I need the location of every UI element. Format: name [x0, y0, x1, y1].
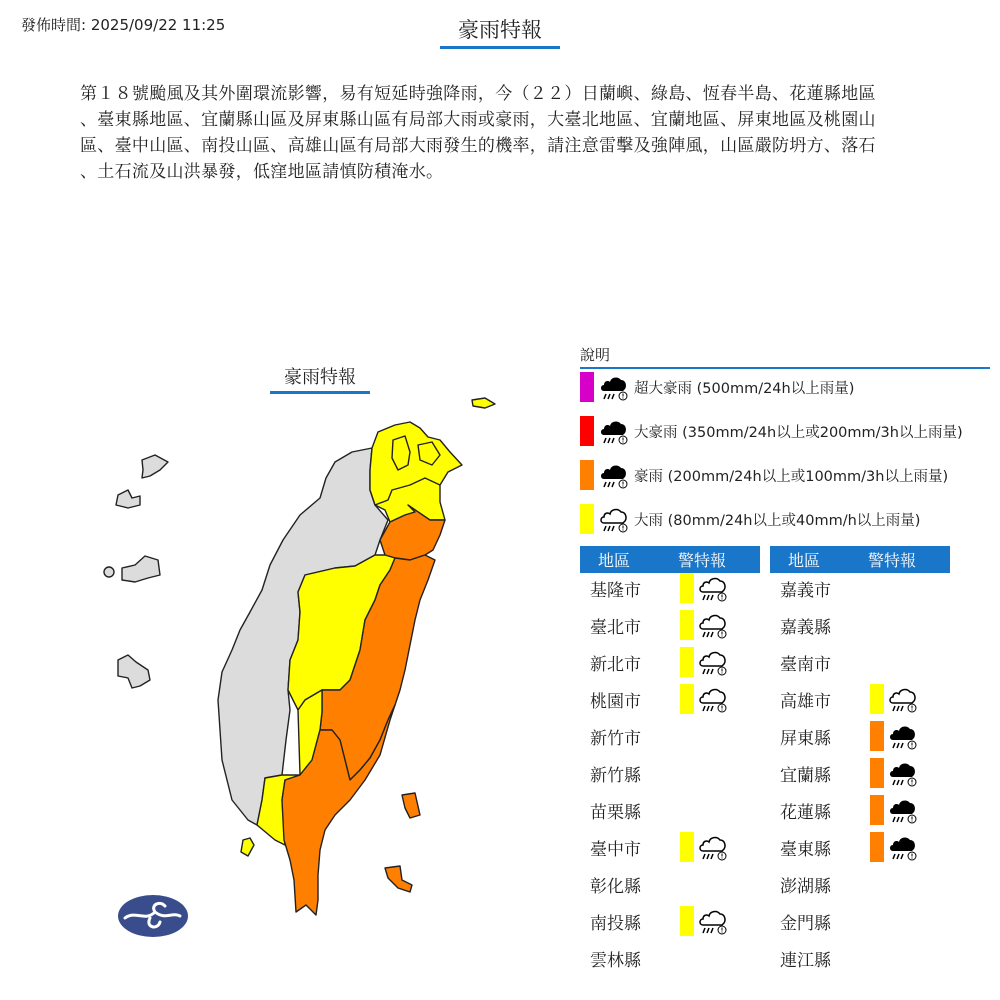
table-header-left — [580, 546, 760, 573]
map-title: 豪雨特報 — [270, 366, 370, 394]
region-name: 彰化縣 — [590, 876, 641, 897]
publish-time: 發佈時間: 2025/09/22 11:25 — [21, 16, 226, 34]
region-row[interactable] — [580, 906, 760, 936]
color-swatch — [580, 460, 594, 490]
region-row[interactable] — [770, 869, 950, 899]
region-name: 臺東縣 — [780, 839, 831, 860]
heavy-rain-icon — [696, 647, 730, 677]
cwa-logo-icon — [118, 895, 188, 937]
region-name: 臺北市 — [590, 617, 641, 638]
region-row[interactable] — [580, 684, 760, 714]
page-title: 豪雨特報 — [440, 16, 560, 49]
map-island-matsu2 — [116, 490, 140, 508]
description-line: 、土石流及山洪暴發，低窪地區請慎防積淹水。 — [80, 162, 444, 182]
region-name: 臺南市 — [780, 654, 831, 675]
region-row[interactable] — [580, 758, 760, 788]
region-name: 高雄市 — [780, 691, 831, 712]
region-name: 苗栗縣 — [590, 802, 641, 823]
heavy-rain-icon — [696, 906, 730, 936]
region-row[interactable] — [580, 832, 760, 862]
region-row[interactable] — [770, 610, 950, 640]
legend-label: 超大豪雨 (500mm/24h以上雨量) — [634, 380, 855, 397]
warning-color-swatch — [870, 721, 884, 751]
region-row[interactable] — [580, 573, 760, 603]
torrential-rain-icon — [598, 460, 630, 490]
region-row[interactable] — [770, 906, 950, 936]
warning-color-swatch — [680, 573, 694, 603]
heavy-rain-icon — [696, 684, 730, 714]
region-name: 南投縣 — [590, 913, 641, 934]
map-island-kinmen — [122, 556, 160, 582]
region-name: 連江縣 — [780, 950, 831, 971]
color-swatch — [580, 416, 594, 446]
map-island-penghu — [118, 655, 150, 688]
legend-title: 說明 — [580, 345, 990, 369]
region-row[interactable] — [580, 721, 760, 751]
header-region: 地區 — [788, 551, 821, 570]
region-name: 新北市 — [590, 654, 641, 675]
color-swatch — [580, 504, 594, 534]
torrential-rain-icon — [886, 721, 920, 751]
map-island-pengjia — [472, 398, 495, 408]
legend-label: 大雨 (80mm/24h以上或40mm/h以上雨量) — [634, 512, 921, 529]
map-region-north — [370, 422, 462, 522]
heavy-rain-icon — [598, 504, 630, 534]
warning-color-swatch — [680, 832, 694, 862]
region-row[interactable] — [770, 721, 950, 751]
legend-label: 豪雨 (200mm/24h以上或100mm/3h以上雨量) — [634, 468, 949, 485]
color-swatch — [580, 372, 594, 402]
heavy-rain-icon — [696, 573, 730, 603]
region-row[interactable] — [770, 832, 950, 862]
header-region: 地區 — [598, 551, 631, 570]
legend-item-extreme-torrential — [580, 372, 854, 402]
region-row[interactable] — [580, 795, 760, 825]
region-name: 新竹縣 — [590, 765, 641, 786]
description-line: 區、臺中山區、南投山區、高雄山區有局部大雨發生的機率，請注意雷擊及強陣風，山區嚴防坍方、落石 — [80, 136, 876, 156]
region-name: 花蓮縣 — [780, 802, 831, 823]
map-island-kinmen2 — [104, 567, 114, 577]
warning-color-swatch — [680, 610, 694, 640]
region-row[interactable] — [770, 795, 950, 825]
legend-item-torrential — [580, 460, 948, 490]
extremely-heavy-rain-icon — [598, 416, 630, 446]
region-name: 桃園市 — [590, 691, 641, 712]
extreme-torrential-rain-icon — [598, 372, 630, 402]
warning-color-swatch — [870, 684, 884, 714]
taiwan-warning-map — [100, 390, 520, 950]
warning-color-swatch — [870, 832, 884, 862]
warning-color-swatch — [870, 795, 884, 825]
description-line: 第１８號颱風及其外圍環流影響，易有短延時強降雨，今（２２）日蘭嶼、綠島、恆春半島、花蓮縣地區 — [80, 84, 876, 104]
description-line: 、臺東縣地區、宜蘭縣山區及屏東縣山區有局部大雨或豪雨，大臺北地區、宜蘭地區、屏東地區及桃園山 — [80, 110, 876, 130]
warning-color-swatch — [680, 647, 694, 677]
region-row[interactable] — [770, 758, 950, 788]
header-warning: 警特報 — [678, 551, 727, 570]
warning-color-swatch — [680, 906, 694, 936]
map-island-matsu — [142, 455, 168, 478]
legend-item-extremely-heavy — [580, 416, 963, 446]
region-name: 金門縣 — [780, 913, 831, 934]
heavy-rain-icon — [886, 684, 920, 714]
warning-color-swatch — [680, 684, 694, 714]
region-row[interactable] — [770, 943, 950, 973]
region-name: 新竹市 — [590, 728, 641, 749]
region-name: 嘉義縣 — [780, 617, 831, 638]
table-header-right — [770, 546, 950, 573]
region-name: 基隆市 — [590, 580, 641, 601]
warning-color-swatch — [870, 758, 884, 788]
legend-label: 大豪雨 (350mm/24h以上或200mm/3h以上雨量) — [634, 424, 963, 441]
map-island-green — [402, 793, 420, 818]
map-island-liuqiu — [241, 838, 254, 856]
region-row[interactable] — [770, 647, 950, 677]
region-row[interactable] — [770, 573, 950, 603]
header-warning: 警特報 — [868, 551, 917, 570]
region-row[interactable] — [580, 869, 760, 899]
region-row[interactable] — [770, 684, 950, 714]
heavy-rain-icon — [696, 610, 730, 640]
warning-description — [80, 81, 920, 185]
region-name: 澎湖縣 — [780, 876, 831, 897]
region-name: 嘉義市 — [780, 580, 831, 601]
region-row[interactable] — [580, 647, 760, 677]
region-name: 宜蘭縣 — [780, 765, 831, 786]
region-row[interactable] — [580, 610, 760, 640]
heavy-rain-icon — [696, 832, 730, 862]
legend-item-heavy — [580, 504, 920, 534]
region-name: 臺中市 — [590, 839, 641, 860]
torrential-rain-icon — [886, 832, 920, 862]
torrential-rain-icon — [886, 758, 920, 788]
region-row[interactable] — [580, 943, 760, 973]
torrential-rain-icon — [886, 795, 920, 825]
region-name: 屏東縣 — [780, 728, 831, 749]
region-name: 雲林縣 — [590, 950, 641, 971]
map-island-lanyu — [385, 866, 412, 892]
